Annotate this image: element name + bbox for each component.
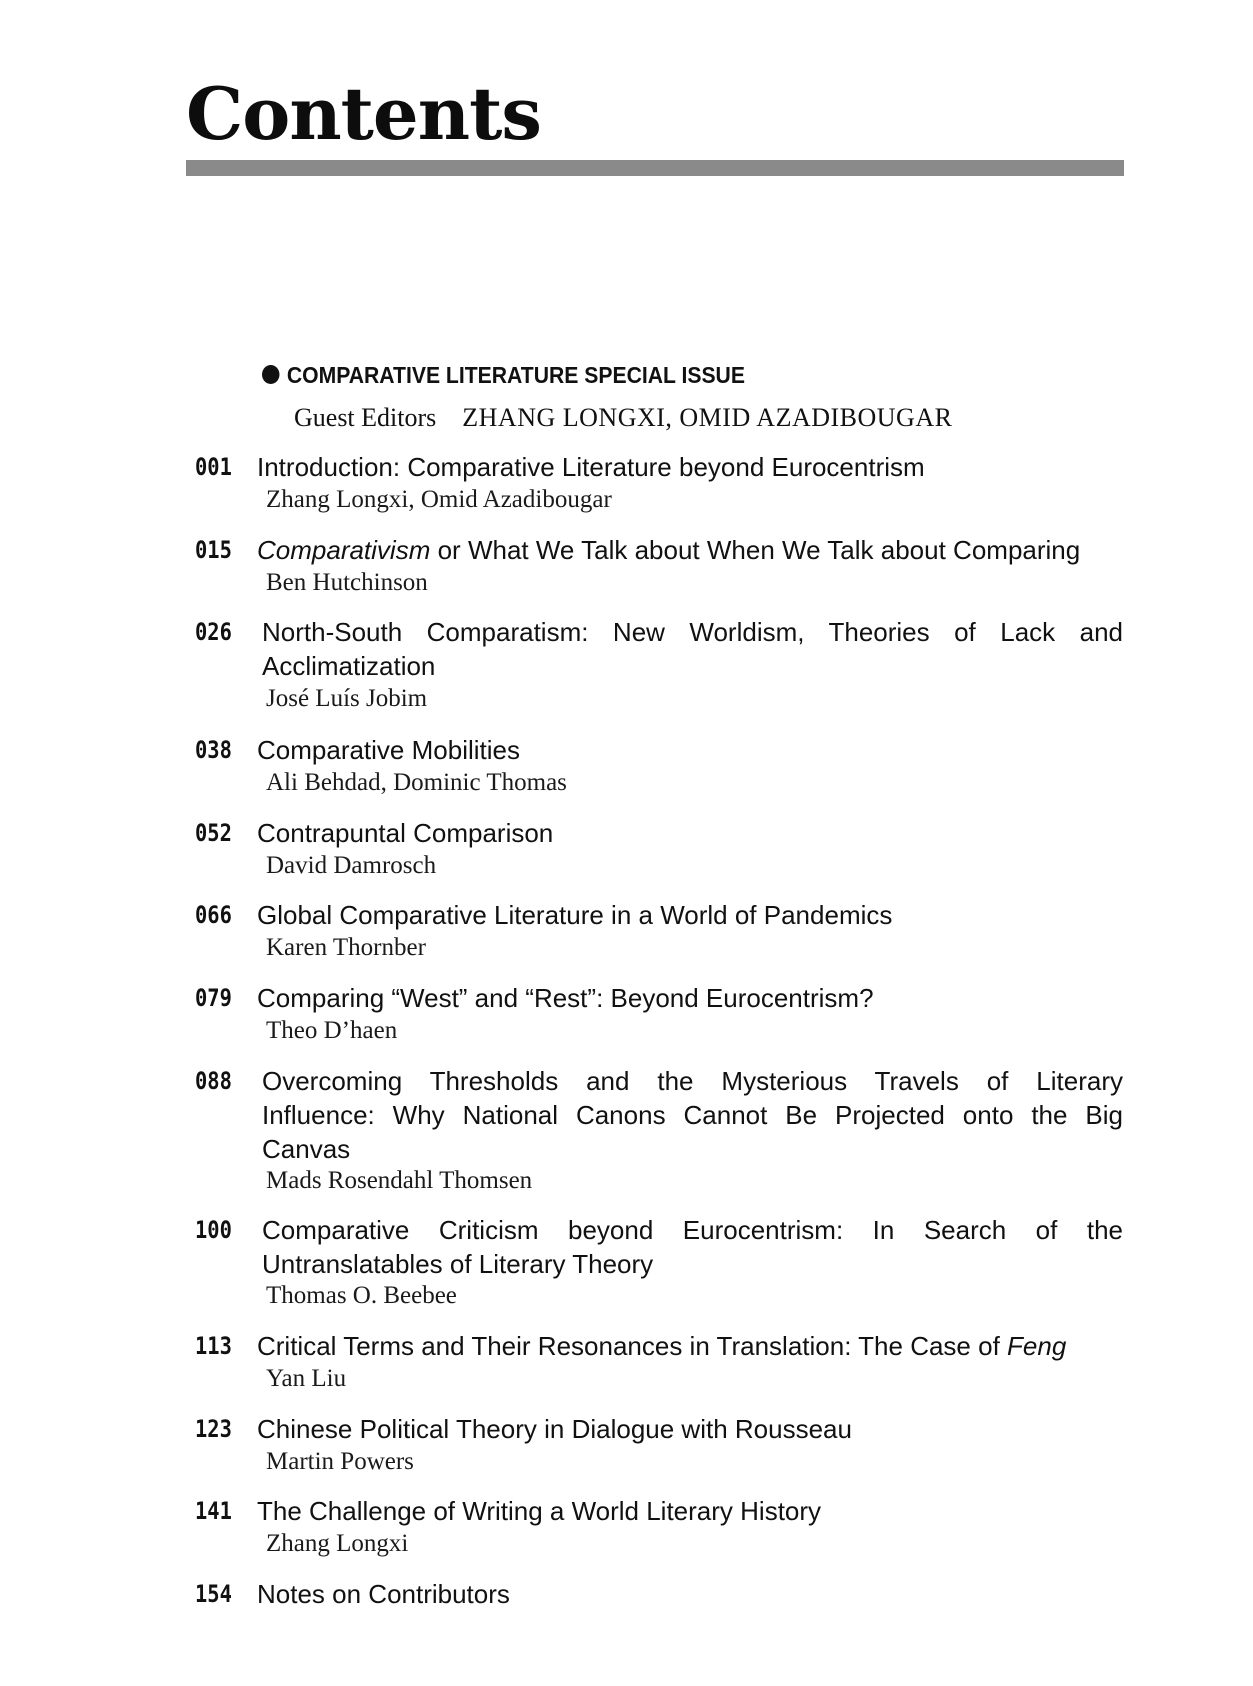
page-number: 038 <box>195 736 232 764</box>
entry-title-line: Influence: Why National Canons Cannot Be Projected onto the Big <box>262 1100 1123 1130</box>
entry-title[interactable] <box>262 1213 1123 1281</box>
page-number: 052 <box>195 819 232 847</box>
entry-title-line: Overcoming Thresholds and the Mysterious Travels of Literary <box>262 1066 1123 1096</box>
entry-author: David Damrosch <box>266 852 437 879</box>
entry-author: Yan Liu <box>266 1365 347 1392</box>
entry-author: Mads Rosendahl Thomsen <box>266 1167 533 1194</box>
entry-title[interactable] <box>257 1329 1123 1363</box>
entry-title[interactable] <box>257 533 1123 567</box>
entry-title[interactable]: Contrapuntal Comparison <box>257 818 554 848</box>
entry-title-line: Canvas <box>262 1134 351 1164</box>
page-number: 066 <box>195 901 232 929</box>
page-number: 015 <box>195 536 232 564</box>
bullet-icon <box>262 365 279 384</box>
entry-author: Karen Thornber <box>266 934 426 961</box>
entry-author: Theo D’haen <box>266 1017 398 1044</box>
page-number: 088 <box>195 1067 232 1095</box>
entry-title-line: North-South Comparatism: New Worldism, Theories of Lack and <box>262 617 1123 647</box>
entry-title-line: Acclimatization <box>262 651 436 681</box>
page-number: 141 <box>195 1497 232 1525</box>
page-title: Contents <box>186 71 541 156</box>
entry-title[interactable]: The Challenge of Writing a World Literary History <box>257 1496 822 1526</box>
entry-title-rest: or What We Talk about When We Talk about Comparing <box>430 535 1081 565</box>
entry-author: José Luís Jobim <box>266 685 428 712</box>
page-number: 001 <box>195 453 232 481</box>
entry-author: Thomas O. Beebee <box>266 1282 457 1309</box>
entry-author: Zhang Longxi, Omid Azadibougar <box>266 486 612 513</box>
page-number: 113 <box>195 1332 232 1360</box>
page-number: 123 <box>195 1415 232 1443</box>
entry-title-rest: Critical Terms and Their Resonances in Translation: The Case of <box>257 1331 1008 1361</box>
entry-author: Ben Hutchinson <box>266 569 428 596</box>
section-label: COMPARATIVE LITERATURE SPECIAL ISSUE <box>286 362 745 388</box>
entry-title[interactable] <box>262 1064 1123 1166</box>
entry-title[interactable]: Notes on Contributors <box>257 1579 510 1609</box>
entry-author: Ali Behdad, Dominic Thomas <box>266 769 567 796</box>
entry-title-line: Untranslatables of Literary Theory <box>262 1249 654 1279</box>
entry-author: Martin Powers <box>266 1448 414 1475</box>
section-header <box>262 362 745 389</box>
entry-title[interactable] <box>262 615 1123 683</box>
entry-title[interactable]: Introduction: Comparative Literature beyond Eurocentrism <box>257 452 925 482</box>
entry-title-italic: Feng <box>1007 1331 1067 1361</box>
entry-title[interactable]: Comparing “West” and “Rest”: Beyond Eurocentrism? <box>257 983 874 1013</box>
entry-title[interactable]: Comparative Mobilities <box>257 735 520 765</box>
guest-editors-names: ZHANG LONGXI, OMID AZADIBOUGAR <box>462 403 953 432</box>
entry-author: Zhang Longxi <box>266 1530 409 1557</box>
guest-editors-label: Guest Editors <box>294 403 437 432</box>
page-number: 079 <box>195 984 232 1012</box>
page-number: 100 <box>195 1216 232 1244</box>
page-number: 026 <box>195 618 232 646</box>
entry-title[interactable]: Chinese Political Theory in Dialogue with Rousseau <box>257 1414 852 1444</box>
guest-editors <box>294 403 952 433</box>
entry-title-italic: Comparativism <box>257 535 431 565</box>
title-rule <box>186 160 1124 176</box>
entry-title-line: Comparative Criticism beyond Eurocentrism: In Search of the <box>262 1215 1123 1245</box>
entry-title[interactable]: Global Comparative Literature in a World of Pandemics <box>257 900 893 930</box>
page-number: 154 <box>195 1580 232 1608</box>
